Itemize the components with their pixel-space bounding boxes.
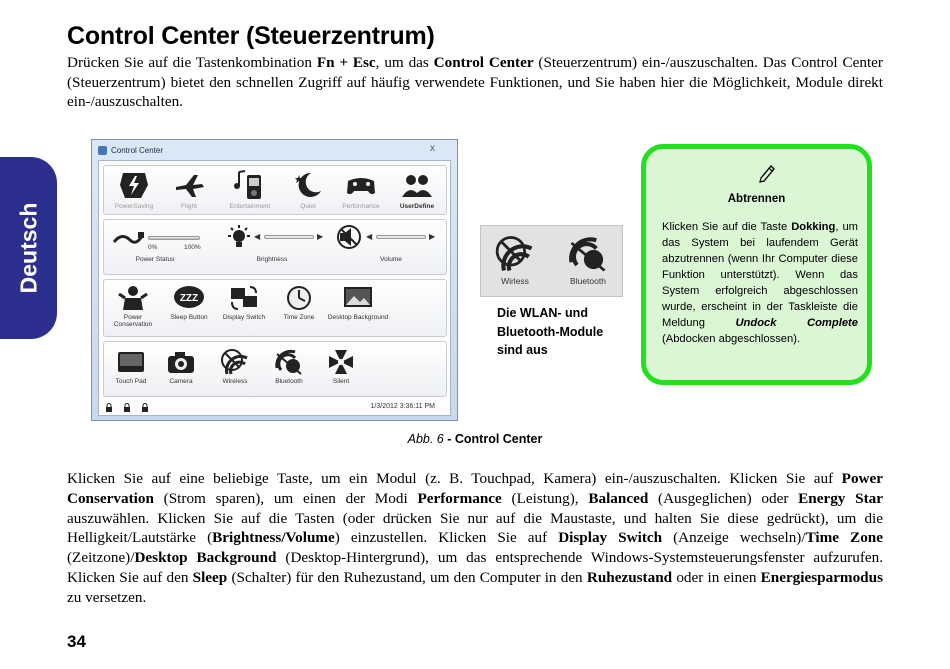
text-run: Brightness/Volume	[212, 529, 335, 547]
text-run: (Zeitzone)/	[67, 549, 135, 567]
inset-caption: Die WLAN- und Bluetooth-Module sind aus	[497, 306, 604, 357]
text-run: Time Zone	[805, 529, 883, 547]
text-run: (Anzeige wechseln)/	[662, 529, 806, 547]
mode-quiet[interactable]: Quiet	[284, 169, 332, 210]
control-center-panel	[98, 160, 451, 416]
power-conservation-button[interactable]: Power Conservation	[106, 284, 160, 328]
close-icon[interactable]: x	[430, 143, 435, 154]
display-switch-icon	[228, 284, 260, 312]
inset-wireless: Wirless	[485, 232, 545, 285]
text-run: Fn + Esc	[316, 54, 376, 71]
silent-icon	[325, 348, 357, 376]
figure-number: Abb. 6	[407, 432, 444, 446]
text-run: (Abdocken abgeschlossen).	[662, 333, 801, 345]
language-side-tab	[0, 157, 57, 339]
app-icon	[98, 146, 107, 155]
time-zone-icon	[283, 284, 315, 312]
mode-user-define[interactable]: UserDefine	[388, 169, 446, 210]
text-run: Power Conservation	[67, 470, 883, 507]
figure-title: Control Center	[454, 432, 543, 446]
pencil-icon	[759, 165, 775, 183]
entertainment-icon	[233, 169, 267, 201]
control-center-window	[91, 139, 458, 421]
time-zone-button[interactable]: Time Zone	[274, 284, 324, 321]
function-row	[103, 279, 447, 337]
volume-icon	[336, 224, 362, 250]
power-max-label: 100%	[184, 244, 201, 251]
mode-performance[interactable]: Performance	[334, 169, 388, 210]
status-bar	[103, 401, 447, 415]
volume-increase-button[interactable]: ▶	[429, 232, 436, 241]
performance-icon	[344, 169, 378, 201]
body-paragraph	[67, 469, 883, 608]
text-run: , um das System bei laufendem Gerät abzutrennen (wenn Ihr Computer diese Funktion unterstützt). Wenn das System erfolgreich abgeschlossen wurde, erscheint in der Taskleiste die Meldung	[662, 221, 858, 329]
brightness-slider[interactable]	[264, 235, 314, 239]
brightness-increase-button[interactable]: ▶	[317, 232, 324, 241]
wireless-off-icon	[219, 348, 251, 376]
sleep-button[interactable]: ZZZ Sleep Button	[164, 284, 214, 321]
text-run: Control Center	[433, 54, 534, 71]
text-run: Ruhezustand	[586, 568, 673, 586]
bluetooth-off-icon	[566, 232, 610, 276]
figure-caption	[0, 432, 950, 446]
caps-lock-icon	[105, 403, 113, 412]
text-run: ) einzustellen. Klicken Sie auf	[334, 529, 559, 547]
note-box	[641, 144, 872, 385]
text-run: Sleep	[192, 568, 228, 586]
note-text	[662, 219, 858, 347]
touch-pad-icon	[115, 348, 147, 376]
text-run: zu versetzen.	[67, 588, 147, 606]
user-define-icon	[400, 169, 434, 201]
text-run: (Leistung),	[501, 489, 589, 507]
silent-button[interactable]: Silent	[316, 348, 366, 385]
flight-icon	[172, 169, 206, 201]
text-run: Dokking	[791, 221, 836, 233]
window-title: Control Center	[111, 146, 164, 155]
brightness-decrease-button[interactable]: ◀	[254, 232, 261, 241]
mode-power-saving[interactable]: PowerSaving	[106, 169, 162, 210]
text-run: (Steuerzentrum) ein-/auszuschalten. Das Control Center (Steuerzentrum) bietet den schnellen Zugriff auf häufig verwendete Funktionen, und Sie haben hier die Möglichkeit, Module direkt ein-/auszuschalten.	[67, 54, 883, 110]
text-run: (Ausgeglichen) oder	[648, 489, 799, 507]
mode-row	[103, 165, 447, 215]
quiet-icon	[291, 169, 325, 201]
desktop-background-icon	[342, 284, 374, 312]
touch-pad-button[interactable]: Touch Pad	[106, 348, 156, 385]
page-number: 34	[67, 632, 86, 651]
power-plug-icon	[112, 228, 146, 250]
bluetooth-off-icon	[273, 348, 305, 376]
device-row	[103, 341, 447, 397]
text-run: oder in einen	[672, 568, 761, 586]
svg-text:ZZZ: ZZZ	[179, 293, 199, 304]
mode-flight[interactable]: Flight	[164, 169, 214, 210]
brightness-label: Brightness	[256, 256, 288, 263]
text-run: (Schalter) für den Ruhezustand, um den Computer in den	[227, 568, 587, 586]
volume-decrease-button[interactable]: ◀	[366, 232, 373, 241]
num-lock-icon	[123, 403, 131, 412]
text-run: auszuwählen. Klicken Sie auf die Tasten (oder drücken Sie nur auf die Maustaste, und halten Sie diese gedrückt), um die Helligkeit/Lautstärke (	[67, 509, 883, 547]
window-titlebar	[98, 143, 163, 158]
volume-label: Volume	[380, 256, 402, 263]
page-title: Control Center (Steuerzentrum)	[67, 22, 435, 50]
brightness-icon	[226, 224, 252, 250]
volume-slider[interactable]	[376, 235, 426, 239]
power-saving-icon	[117, 169, 151, 201]
text-run: Display Switch	[558, 529, 663, 547]
side-tab-label: Deutsch	[15, 202, 41, 294]
inset-bluetooth: Bluetooth	[557, 232, 619, 285]
date-time: 1/3/2012 3:36:11 PM	[370, 403, 435, 410]
wlan-bluetooth-inset	[480, 225, 623, 297]
text-run: Performance	[417, 489, 502, 507]
text-run: Klicken Sie auf eine beliebige Taste, um ein Modul (z. B. Touchpad, Kamera) ein-/auszuschalten. Klicken Sie auf	[67, 470, 842, 487]
camera-icon	[165, 348, 197, 376]
scroll-lock-icon	[141, 403, 149, 412]
power-status-bar	[148, 236, 200, 240]
power-min-label: 0%	[148, 244, 158, 251]
display-switch-button[interactable]: Display Switch	[216, 284, 272, 321]
text-run: Drücken Sie auf die Tastenkombination	[67, 54, 317, 71]
intro-paragraph	[67, 53, 883, 112]
desktop-background-button[interactable]: Desktop Background	[326, 284, 390, 321]
figure-separator: -	[443, 432, 455, 446]
camera-button[interactable]: Camera	[156, 348, 206, 385]
mode-entertainment[interactable]: Entertainment	[218, 169, 282, 210]
wireless-off-icon	[493, 232, 537, 276]
sleep-icon	[173, 284, 205, 312]
text-run: Klicken Sie auf die Taste	[662, 221, 792, 233]
text-run: (Desktop-Hintergrund), um das entsprechende Windows-Systemsteuerungsfenster aufzurufen. Klicken Sie auf den	[67, 549, 884, 586]
slider-row	[103, 219, 447, 275]
text-run: Energy Star	[798, 489, 883, 507]
power-conservation-icon	[117, 284, 149, 312]
text-run: Balanced	[588, 489, 649, 507]
wireless-button[interactable]: Wireless	[210, 348, 260, 385]
text-run: Desktop Background	[134, 549, 277, 567]
text-run: , um das	[375, 54, 434, 71]
power-status-label: Power Status	[135, 256, 175, 263]
text-run: (Strom sparen), um einen der Modi	[153, 489, 418, 507]
note-title: Abtrennen	[727, 193, 786, 205]
bluetooth-button[interactable]: Bluetooth	[264, 348, 314, 385]
text-run: Energiesparmodus	[760, 568, 883, 586]
text-run: Undock Complete	[735, 317, 858, 329]
